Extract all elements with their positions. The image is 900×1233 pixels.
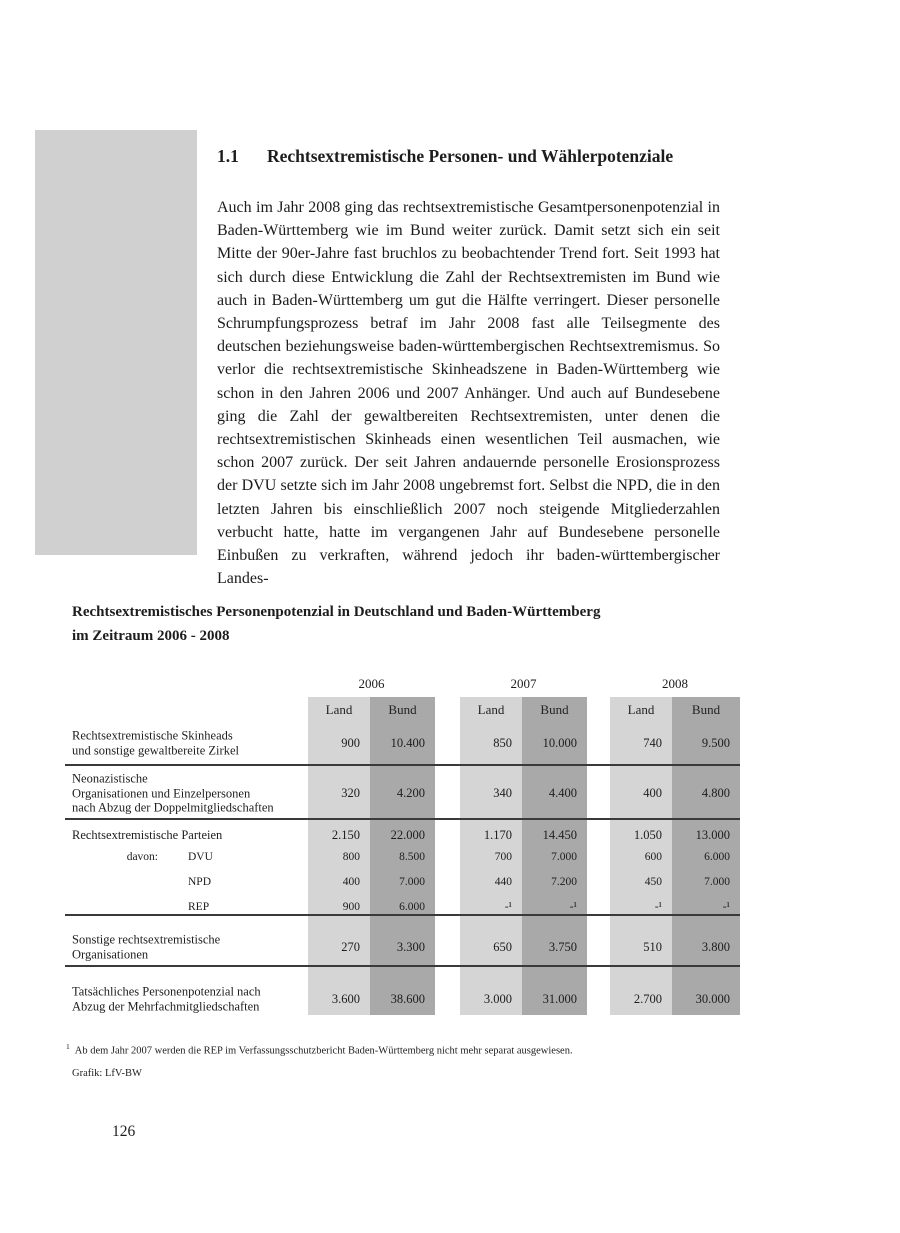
column-header-bund: Bund [540,702,569,717]
table-cell: 440 [494,876,512,888]
row-separator-line [65,818,740,820]
table-cell: 38.600 [390,991,425,1006]
table-cell: 4.800 [701,785,730,800]
row-label: Neonazistische Organisationen und Einzelpersonen nach Abzug der Doppelmitgliedschaften [72,771,274,815]
table-row [65,848,740,866]
table-cell: 600 [644,851,662,863]
section-number: 1.1 [217,146,239,166]
table-cell: 3.600 [331,991,360,1006]
table-cell: 4.200 [396,785,425,800]
table-cell: -¹ [722,901,730,913]
table-cell: 3.000 [483,991,512,1006]
body-paragraph: Auch im Jahr 2008 ging das rechtsextremistische Gesamtpersonenpotenzial in Baden-Württemberg wie im Bund weiter zurück. Damit setzt sich ein seit Mitte der 90er-Jahre fast bruchlos zu beobachtender Trend fort. Seit 1993 hat sich durch diese Entwicklung die Zahl der Rechtsextremisten im Bund wie auch in Baden-Württemberg um gut die Hälfte verringert. Dieser personelle Schrumpfungsprozess betraf im Jahr 2008 fast alle Teilsegmente des deutschen beziehungsweise baden-württembergischen Rechtsextremismus. So verlor die rechtsextremistische Skinheadszene in Baden-Württemberg wie schon in den Jahren 2006 und 2007 Anhänger. Und auch auf Bundesebene ging die Zahl der gewaltbereiten Rechtsextremisten, unter denen die rechtsextremistischen Skinheads einen wesentlichen Teil ausmachen, wie schon 2007 zurück. Der seit Jahren andauernde personelle Erosionsprozess der DVU setzte sich im Jahr 2008 ungebremst fort. Selbst die NPD, die in den letzten Jahren bis einschließlich 2007 noch steigende Mitgliederzahlen verbucht hatte, hatte im vergangenen Jahr auf Bundesebene personelle Einbußen zu verkraften, während jedoch ihr baden-württembergischer Landes- [217,199,720,588]
table-cell: 1.050 [633,827,662,842]
table-cell: 7.000 [399,876,425,888]
table-cell: 10.400 [390,735,425,750]
table-cell: 7.200 [551,876,577,888]
table-row [65,873,740,891]
table-cell: 10.000 [542,735,577,750]
table-cell: 740 [643,735,662,750]
table-cell: 900 [341,735,360,750]
sub-row-prefix: davon: [126,851,158,863]
table-cell: 850 [493,735,512,750]
table-cell: 1.170 [483,827,512,842]
row-label: REP [188,900,210,913]
table-row [65,982,740,1016]
row-label: Tatsächliches Personenpotenzial nach Abzug der Mehrfachmitgliedschaften [72,984,261,1013]
footnote-marker: 1 [66,1042,70,1051]
table-title [72,600,712,648]
table-cell: 700 [494,851,512,863]
column-header-land: Land [477,702,505,717]
year-label-2007: 2007 [510,676,537,691]
table-cell: 400 [342,876,360,888]
footnote-text: Ab dem Jahr 2007 werden die REP im Verfassungsschutzbericht Baden-Württemberg nicht mehr separat ausgewiesen. [74,1045,573,1057]
table-cell: 3.300 [396,939,425,954]
table-cell: -¹ [504,901,512,913]
table-cell: 320 [341,785,360,800]
row-label: Rechtsextremistische Skinheads und sonstige gewaltbereite Zirkel [72,728,239,757]
table-cell: 8.500 [399,851,425,863]
table-cell: -¹ [654,901,662,913]
statistics-table [65,697,740,1015]
table-row [65,898,740,916]
table-cell: 510 [643,939,662,954]
column-header-bund: Bund [388,702,417,717]
table-cell: 14.450 [542,827,577,842]
row-separator-line [65,965,740,967]
table-cell: 800 [342,851,360,863]
row-label: DVU [188,850,213,863]
table-cell: -¹ [569,901,577,913]
table-cell: 7.000 [551,851,577,863]
year-label-2008: 2008 [662,676,688,691]
table-cell: 6.000 [704,851,730,863]
table-cell: 2.700 [633,991,662,1006]
table-cell: 22.000 [390,827,425,842]
table-row [65,826,740,844]
table-title-line2: im Zeitraum 2006 - 2008 [72,628,230,644]
table-cell: 400 [643,785,662,800]
column-header-bund: Bund [691,702,721,717]
table-cell: 340 [493,785,512,800]
table-cell: 3.800 [701,939,730,954]
row-label: NPD [188,875,212,888]
column-header-land: Land [325,702,353,717]
section-title: Rechtsextremistische Personen- und Wählerpotenziale [267,146,674,166]
footnote [66,1042,706,1057]
table-cell: 2.150 [331,827,360,842]
table-row [65,930,740,964]
table-cell: 4.400 [548,785,577,800]
table-cell: 13.000 [695,827,730,842]
table-cell: 450 [644,876,662,888]
table-cell: 6.000 [399,901,425,913]
row-label: Sonstige rechtsextremistische Organisationen [72,932,221,961]
section-heading [217,146,737,167]
table-cell: 9.500 [701,735,730,750]
row-label: Rechtsextremistische Parteien [72,827,223,842]
column-header-land: Land [627,702,655,717]
table-cell: 270 [341,939,360,954]
year-label-2006: 2006 [358,676,385,691]
table-cell: 3.750 [548,939,577,954]
margin-gray-block [35,130,197,555]
table-cell: 900 [342,901,360,913]
table-cell: 31.000 [542,991,577,1006]
table-cell: 30.000 [695,991,730,1006]
table-title-line1: Rechtsextremistisches Personenpotenzial in Deutschland und Baden-Württemberg [72,604,601,620]
table-cell: 650 [493,939,512,954]
table-row [65,721,740,765]
table-cell: 7.000 [704,876,730,888]
page-number: 126 [112,1123,136,1140]
graphic-credit: Grafik: LfV-BW [72,1068,142,1079]
table-row [65,770,740,816]
